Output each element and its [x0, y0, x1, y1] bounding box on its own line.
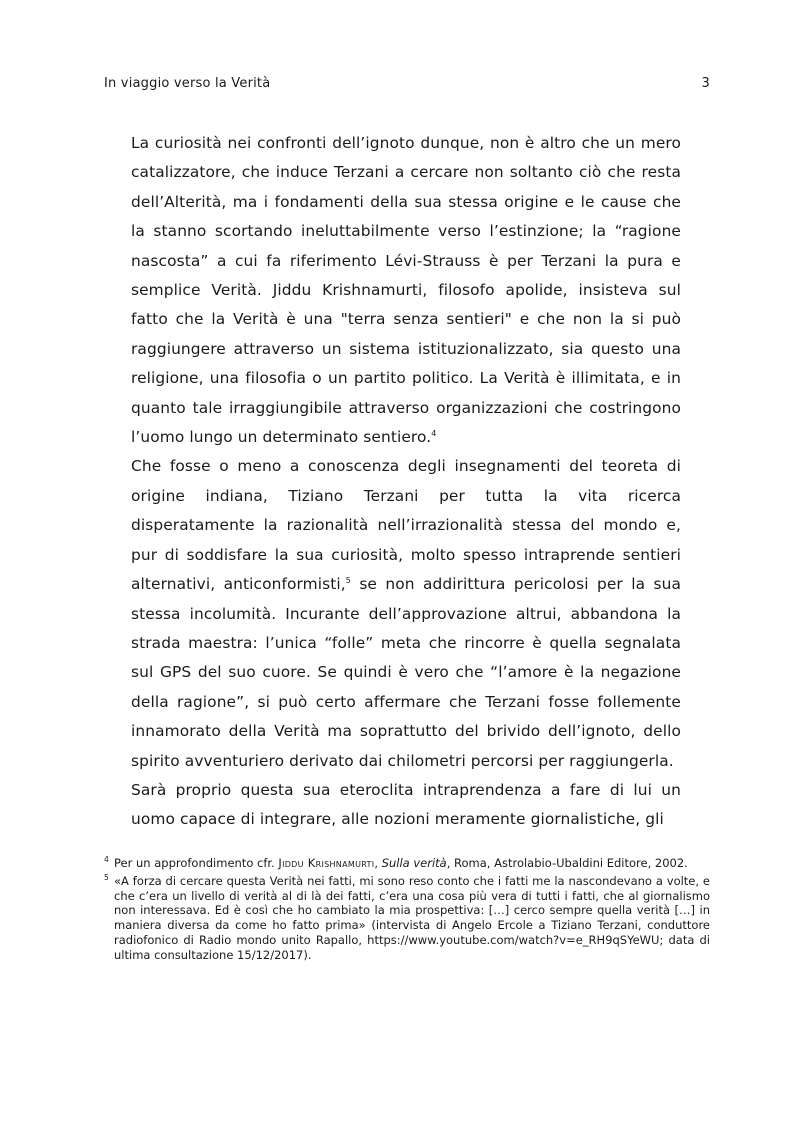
footnote-4-author: Jiddu Krishnamurti — [278, 856, 375, 870]
footnote-5-number: 5 — [104, 872, 109, 882]
footnote-4-after: , Roma, Astrolabio-Ubaldini Editore, 2002. — [446, 856, 688, 870]
paragraph-3 — [131, 776, 681, 835]
footnote-4-number: 4 — [104, 855, 109, 864]
page-number: 3 — [701, 76, 710, 91]
paragraph-3-text: Sarà proprio questa sua eteroclita intraprendenza a fare di lui un uomo capace di integrare, alle nozioni meramente giornalistiche, gli — [131, 780, 681, 829]
running-title: In viaggio verso la Verità — [104, 76, 271, 91]
footnote-4-sep: , — [374, 856, 382, 870]
paragraph-2-text-start: Che fosse o meno a conoscenza degli insegnamenti del teoreta di origine indiana, Tiziano Terzani per tutta la vita ricerca disperatamente la razionalità nell’irrazionalità stessa del mondo e, pur di soddisfare la sua curiosità, molto spesso intraprende sentieri alternativi, anticonformisti, — [131, 457, 681, 594]
footnotes — [104, 856, 710, 966]
footnote-4-before: Per un approfondimento cfr. — [114, 856, 279, 870]
paragraph-1-text: La curiosità nei confronti dell’ignoto dunque, non è altro che un mero catalizzatore, che induce Terzani a cercare non soltanto ciò che resta dell’Alterità, ma i fondamenti della sua stessa origine e le cause che la stanno scortando ineluttabilmente verso l’estinzione; la “ragione nascosta” a cui fa riferimento Lévi-Strauss è per Terzani la pura e semplice Verità. Jiddu Krishnamurti, filosofo apolide, insisteva sul fatto che la Verità è una "terra senza sentieri" e che non la si può raggiungere attraverso un sistema istituzionalizzato, sia questo una religione, una filosofia o un partito politico. La Verità è illimitata, e in quanto tale irraggiungibile attraverso organizzazioni che costringono l’uomo lungo un determinato sentiero. — [131, 134, 681, 447]
footnote-5-text: «A forza di cercare questa Verità nei fatti, mi sono reso conto che i fatti me la nascondevano a volte, e che c’era un livello di verità al di là dei fatti, c’era una cosa più vera di tutti i fatti, che al giornalismo non interessava. Ed è così che ho cambiato la mia prospettiva: […] cerco sempre quella verità […] in maniera diversa da come ho fatto prima» (intervista di Angelo Ercole a Tiziano Terzani, conduttore radiofonico di Radio mondo unito Rapallo, https://www.youtube.com/watch?v=e_RH9qSYeWU; data di ultima consultazione 15/12/2017). — [114, 873, 710, 962]
running-header — [104, 76, 710, 98]
main-text — [131, 129, 681, 835]
paragraph-2-text-end: se non addirittura pericolosi per la sua stessa incolumità. Incurante dell’approvazione altrui, abbandona la strada maestra: l’unica “folle” meta che rincorre è quella segnalata sul GPS del suo cuore. Se quindi è vero che “l’amore è la negazione della ragione”, si può certo affermare che Terzani fosse follemente innamorato della Verità ma soprattutto del brivido dell’ignoto, dello spirito avventuriero derivato dai chilometri percorsi per raggiungerla. — [131, 575, 682, 770]
footnote-4 — [104, 856, 710, 871]
paragraph-2 — [131, 452, 681, 775]
footnote-4-work: Sulla verità — [381, 856, 447, 870]
footnote-ref-4[interactable]: 4 — [431, 428, 437, 438]
footnote-ref-5[interactable]: 5 — [345, 575, 351, 585]
footnote-5 — [104, 874, 710, 963]
paragraph-1 — [131, 129, 681, 452]
